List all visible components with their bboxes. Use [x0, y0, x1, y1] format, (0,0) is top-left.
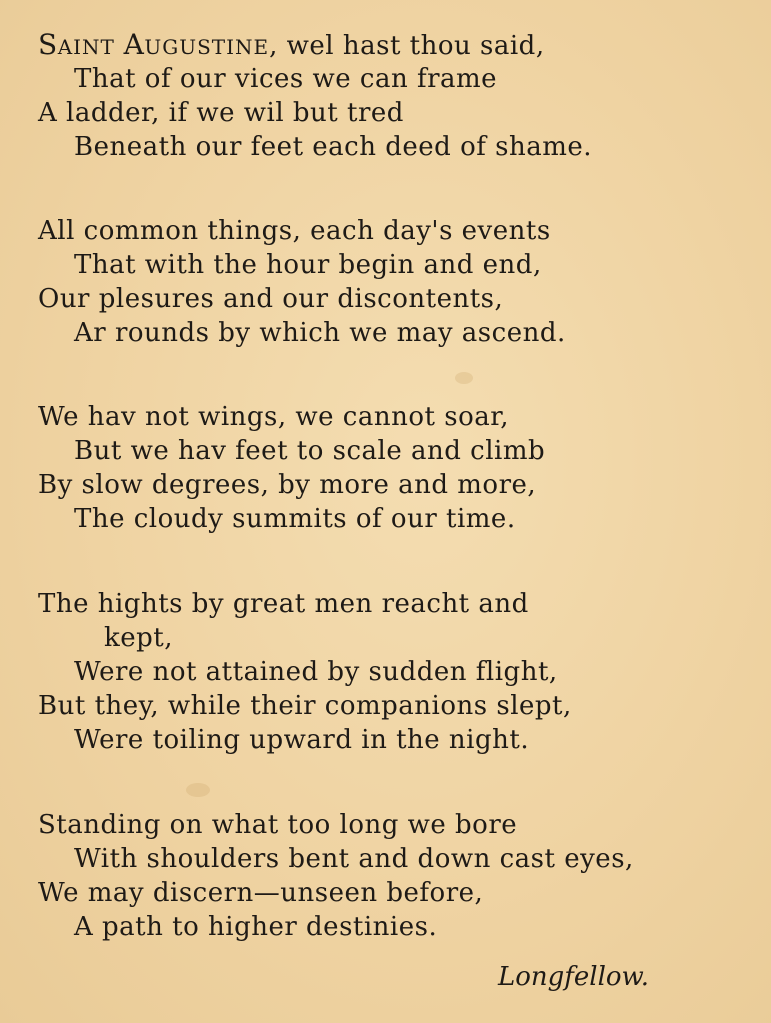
poem-line: That of our vices we can frame [74, 64, 498, 94]
poem-line: Our plesures and our discontents, [38, 284, 504, 314]
stanza [38, 214, 738, 350]
poem-line: But we hav feet to scale and climb [74, 436, 546, 466]
poem-line: Beneath our feet each deed of shame. [74, 132, 593, 162]
poem-line: kept, [104, 623, 173, 653]
poem-line: Ar rounds by which we may ascend. [74, 318, 566, 348]
poem-line: With shoulders bent and down cast eyes, [74, 844, 634, 874]
stanza [38, 587, 738, 757]
stanza [38, 28, 738, 164]
poem-line: By slow degrees, by more and more, [38, 470, 537, 500]
poem-line: But they, while their companions slept, [38, 691, 572, 721]
poem-line: We hav not wings, we cannot soar, [38, 402, 510, 432]
stanza [38, 808, 738, 944]
author-attribution: Longfellow. [497, 962, 649, 992]
poem-line: Were not attained by sudden flight, [74, 657, 558, 687]
poem-line: SAINT AUGUSTINE, wel hast thou said, [38, 28, 545, 61]
poem-line: We may discern—unseen before, [38, 878, 484, 908]
stanza [38, 400, 738, 536]
poem-line: A ladder, if we wil but tred [38, 98, 404, 128]
paper-stain [455, 372, 473, 384]
poem-line: Were toiling upward in the night. [74, 725, 530, 755]
poem-line: That with the hour begin and end, [74, 250, 542, 280]
poem-line: The hights by great men reacht and [38, 589, 529, 619]
poem-line: All common things, each day's events [38, 216, 551, 246]
poem-line: A path to higher destinies. [74, 912, 438, 942]
poem-line: The cloudy summits of our time. [74, 504, 516, 534]
poem-line: Standing on what too long we bore [38, 810, 518, 840]
paper-stain [186, 783, 210, 797]
